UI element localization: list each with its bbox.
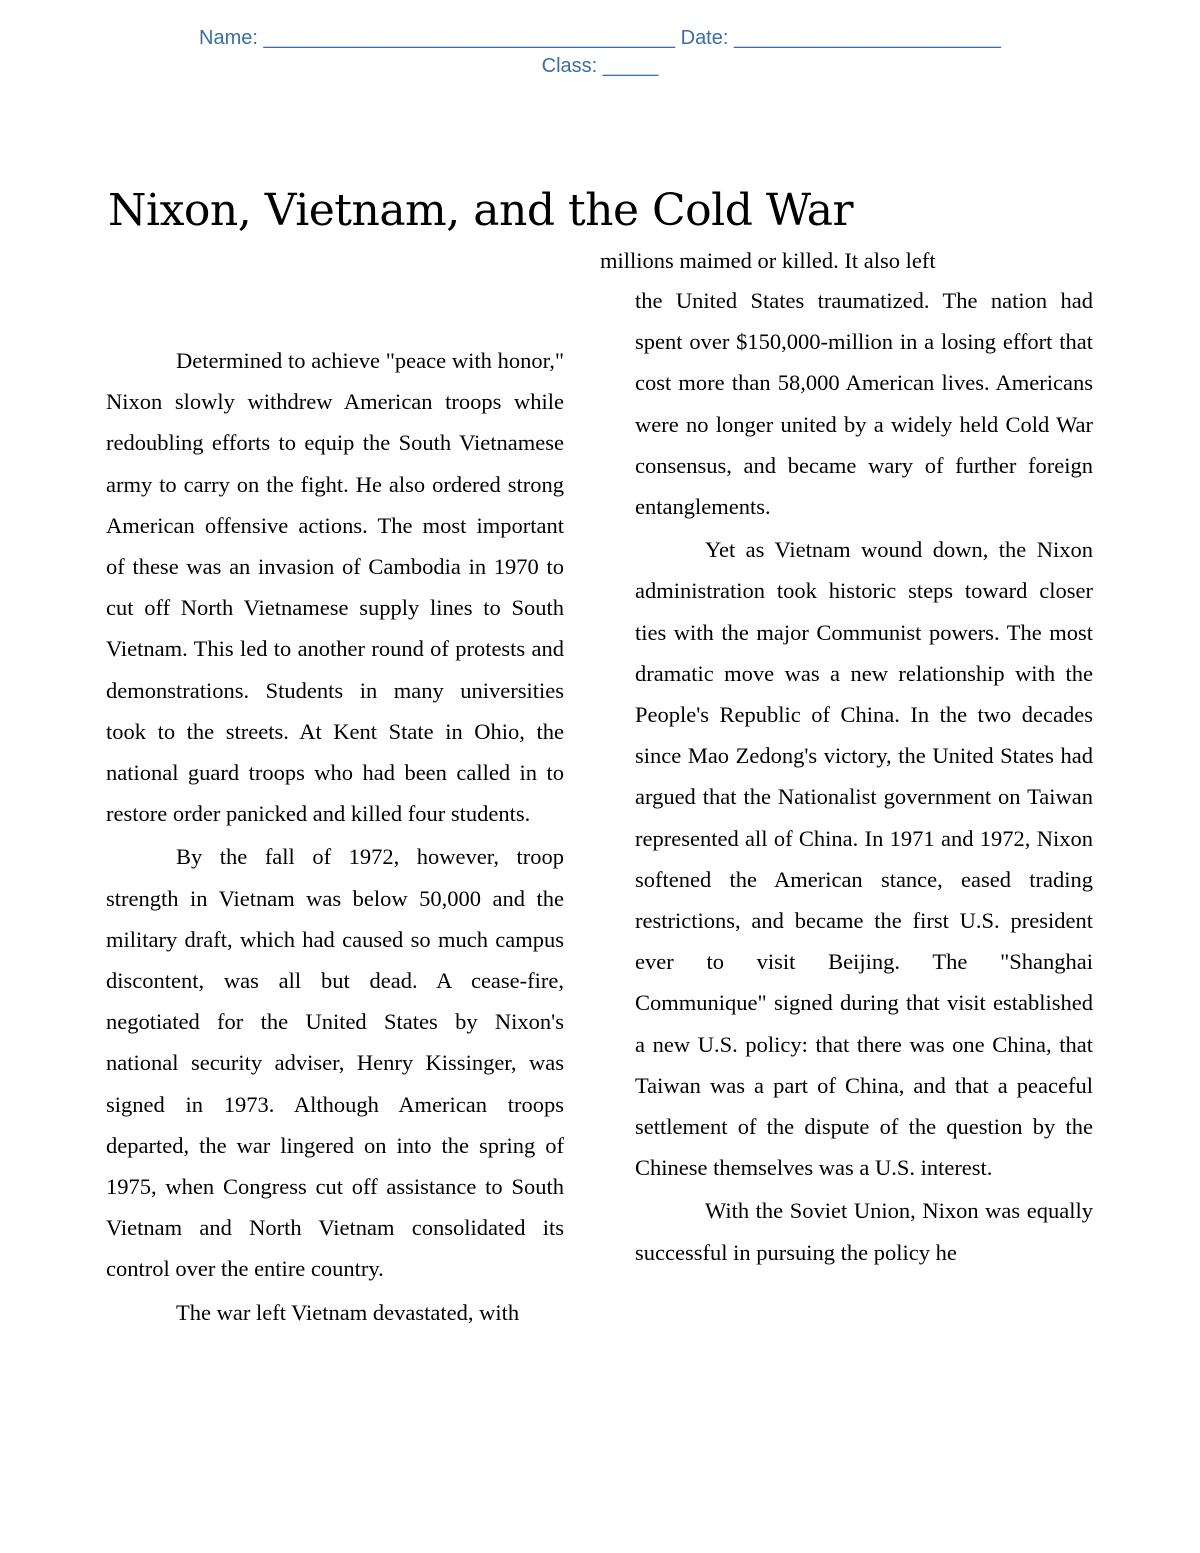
left-paragraph-1: Determined to achieve "peace with honor," Nixon slowly withdrew American troops while redoubling efforts to equip the South Vietnamese army to carry on the fight. He also ordered strong American offensive actions. The most important of these was an invasion of Cambodia in 1970 to cut off North Vietnamese supply lines to South Vietnam. This led to another round of protests and demonstrations. Students in many universities took to the streets. At Kent State in Ohio, the national guard troops who had been called in to restore order panicked and killed four students.: [106, 348, 564, 827]
name-date-line: Name: _____________________________________ Date: ________________________: [199, 27, 1001, 49]
left-column: [106, 340, 564, 1335]
right-paragraph-1: the United States traumatized. The nation had spent over $150,000-million in a losing effort that cost more than 58,000 American lives. Americans were no longer united by a widely held Cold War consensus, and became wary of further foreign entanglements.: [635, 288, 1093, 520]
left-paragraph-2: By the fall of 1972, however, troop strength in Vietnam was below 50,000 and the military draft, which had caused so much campus discontent, was all but dead. A cease-fire, negotiated for the United States by Nixon's national security adviser, Henry Kissinger, was signed in 1973. Although American troops departed, the war lingered on into the spring of 1975, when Congress cut off assistance to South Vietnam and North Vietnam consolidated its control over the entire country.: [106, 844, 564, 1282]
page-title: Nixon, Vietnam, and the Cold War: [108, 185, 854, 236]
right-paragraph-3: With the Soviet Union, Nixon was equally successful in pursuing the policy he: [635, 1198, 1093, 1265]
right-column: [635, 280, 1093, 1275]
right-paragraph-2: Yet as Vietnam wound down, the Nixon administration took historic steps toward closer ties with the major Communist powers. The most dramatic move was a new relationship with the People's Republic of China. In the two decades since Mao Zedong's victory, the United States had argued that the Nationalist government on Taiwan represented all of China. In 1971 and 1972, Nixon softened the American stance, eased trading restrictions, and became the first U.S. president ever to visit Beijing. The "Shanghai Communique" signed during that visit established a new U.S. policy: that there was one China, that Taiwan was a part of China, and that a peaceful settlement of the dispute of the question by the Chinese themselves was a U.S. interest.: [635, 537, 1093, 1181]
left-paragraph-3: The war left Vietnam devastated, with: [176, 1299, 520, 1325]
class-line: Class: _____: [541, 55, 659, 77]
right-carryover-line: millions maimed or killed. It also left: [600, 248, 936, 273]
